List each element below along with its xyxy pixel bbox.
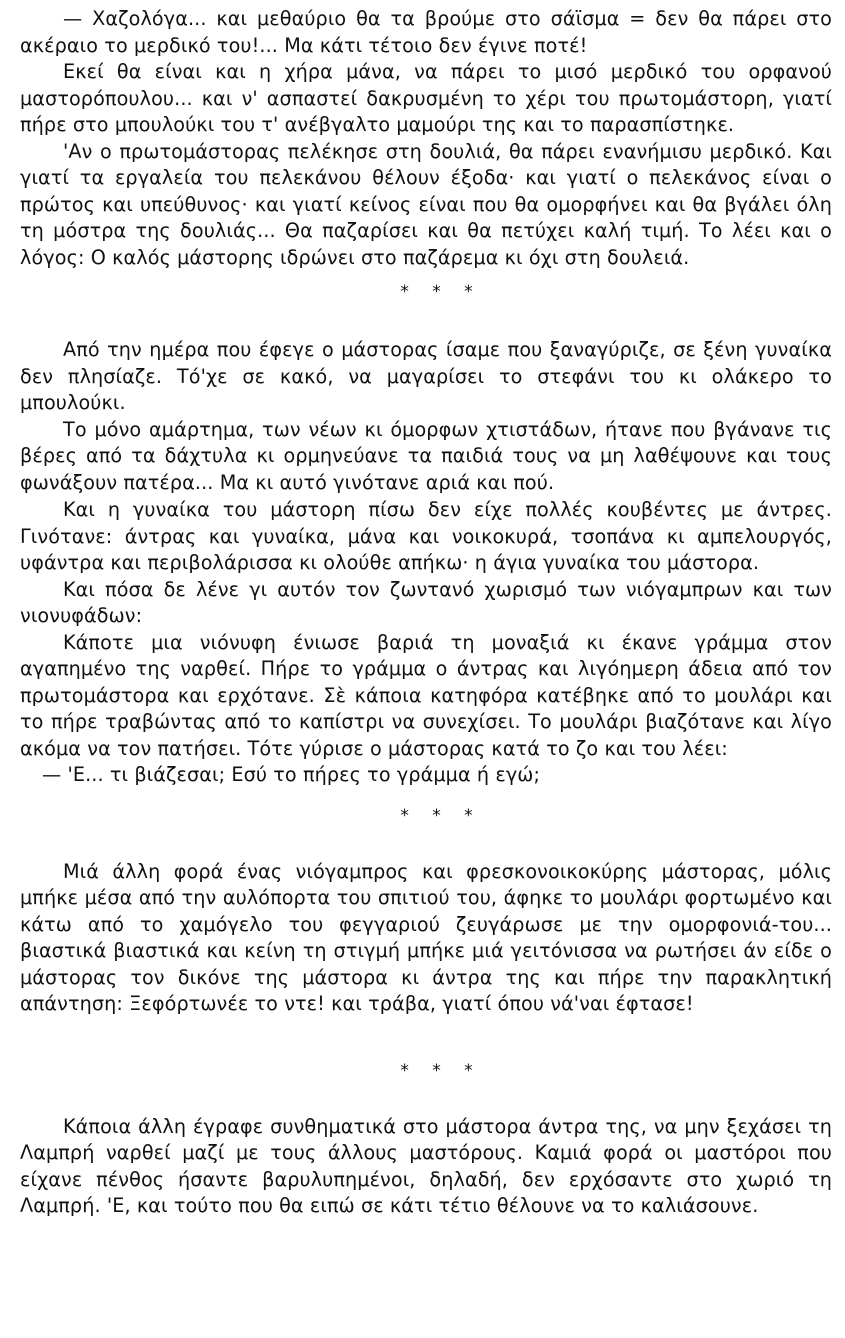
paragraph-widow-mother: Εκεί θα είναι και η χήρα μάνα, να πάρει το μισό μερδικό του ορφανού μαστορόπουλου... και ν' ασπαστεί δακρυσμένη το χέρι του πρωτομάστορη, γιατί πήρε στο μπουλούκι του τ' ανέβγαλτο μαμούρι της και το παρασπίστηκε. — [20, 60, 832, 136]
paragraph-separation-intro: Και πόσα δε λένε γι αυτόν τον ζωντανό χωρισμό των νιόγαμπρων και των νιονυφάδων: — [20, 577, 832, 627]
paragraph-young-groom: Μιά άλλη φορά ένας νιόγαμπρος και φρεσκονοικοκύρης μάστορας, μόλις μπήκε μέσα από την αυλόπορτα του σπιτιού του, άφηκε το μουλάρι φορτωμένο και κάτω από το χαμόγελο του φεγγαριού ζευγάρωσε με την ομορφονιά-του... βιαστικά βιαστικά και κείνη τη στιγμή μπήκε μιά γειτόνισσα να ρωτήσει άν είδε ο μάστορας τον δικόνε της μάστορα κι άντρα της και πήρε την παρακλητική απάντηση: Ξεφόρτωνέε το ντε! και τράβα, γιατί όπου νά'ναι έφτασε! — [20, 859, 832, 1015]
paragraph-builders-wife: Και η γυναίκα του μάστορη πίσω δεν είχε πολλές κουβέντες με άντρες. Γινότανε: άντρας και γυναίκα, μάνα και νοικοκυρά, τσοπάνα κι αμπελουργός, υφάντρα και περιβολάρισσα κι ολούθε απήκω· η άγια γυναίκα του μάστορα. — [20, 498, 832, 574]
section-separator: * * * — [400, 282, 482, 302]
page-body — [20, 6, 832, 1220]
section-separator: * * * — [400, 1060, 482, 1081]
section-separator: * * * — [400, 805, 482, 826]
paragraph-master-builder-share: 'Αν ο πρωτομάστορας πελέκησε στη δουλιά, θα πάρει ενανήμισυ μερδικό. Και γιατί τα εργαλεία του πελεκάνου θέλουν έξοδα· και γιατί ο πελεκάνος είναι ο πρώτος και υπεύθυνος· και γιατί κείνος είναι που θα ομορφήνει και θα βγάλει όλη τη μόστρα της δουλιάς... Θα παζαρίσει και θα πετύχει καλή τιμή. Το λέει και ο λόγος: Ο καλός μάστορης ιδρώνει στο παζάρεμα κι όχι στη δουλειά. — [20, 139, 832, 269]
paragraph-young-bride-letter: Κάποτε μια νιόνυφη ένιωσε βαριά τη μοναξιά κι έκανε γράμμα στον αγαπημένο της ναρθεί. Πήρε το γράμμα ο άντρας και λιγόημερη άδεια από τον πρωτομάστορα και ερχότανε. Σὲ κάποια κατηφόρα κατέβηκε από το μουλάρι και το πήρε τραβώντας από το καπίστρι να συνεχίσει. Το μουλάρι βιαζότανε και λίγο ακόμα να τον πατήσει. Τότε γύρισε ο μάστορας κατά το ζο και του λέει: — [20, 630, 832, 760]
paragraph-only-sin: Το μόνο αμάρτημα, των νέων κι όμορφων χτιστάδων, ήτανε που βγάνανε τις βέρες από τα δάχτυλα κι ορμηνεύανε τα παιδιά τους να μη λαθέψουνε και τους φωνάξουν πατέρα... Μα κι αυτό γινότανε αριά και πού. — [20, 417, 832, 494]
paragraph-mule-dialogue: — 'Ε... τι βιάζεσαι; Εσύ το πήρες το γράμμα ή εγώ; — [42, 763, 541, 786]
paragraph-dialogue-opening: — Χαζολόγα... και μεθαύριο θα τα βρούμε στο σάϊσμα = δεν θα πάρει στο ακέραιο το μερδικό του!... Μα κάτι τέτοιο δεν έγινε ποτέ! — [20, 7, 832, 57]
paragraph-departure-day: Από την ημέρα που έφεγε ο μάστορας ίσαμε που ξαναγύριζε, σε ξένη γυναίκα δεν πλησίαζε. Τό'χε σε κακό, να μαγαρίσει το στεφάνι του κι ολάκερο το μπουλούκι. — [20, 338, 832, 414]
paragraph-easter-letter: Κάποια άλλη έγραφε συνθηματικά στο μάστορα άντρα της, να μην ξεχάσει τη Λαμπρή ναρθεί μαζί με τους άλλους μαστόρους. Καμιά φορά οι μαστόροι που είχανε πένθος ήσαντε βαρυλυπημένοι, δηλαδή, δεν ερχόσαντε στο χωριό τη Λαμπρή. 'Ε, και τούτο που θα ειπώ σε κάτι τέτιο θέλουνε να το καλιάσουνε. — [20, 1114, 832, 1217]
